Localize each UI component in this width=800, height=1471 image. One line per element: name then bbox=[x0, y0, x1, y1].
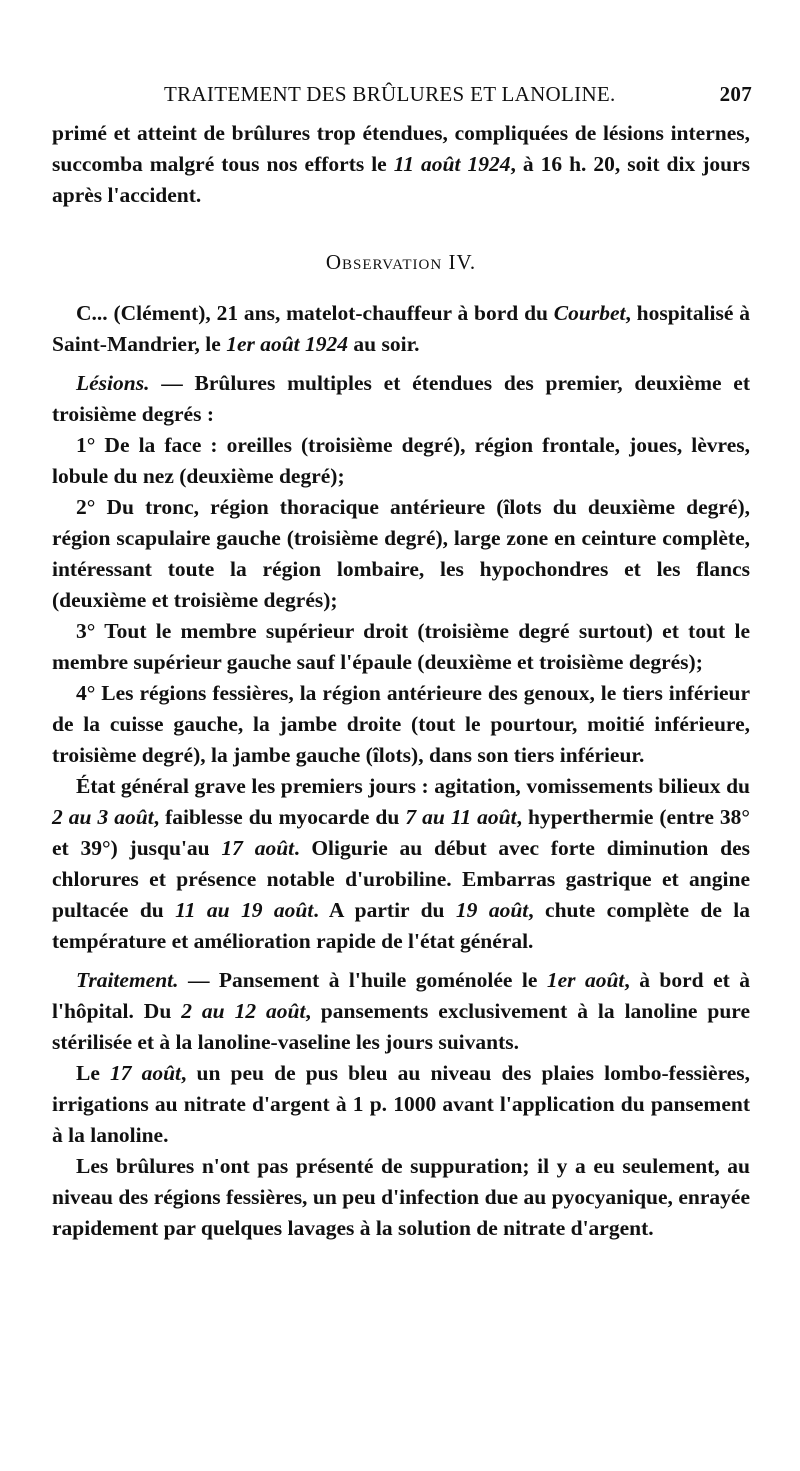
lesions-label: Lésions. bbox=[76, 371, 150, 395]
le-17-paragraph: Le 17 août, un peu de pus bleu au niveau des plaies lombo-fessières, irrigations au nitrate d'argent à 1 p. 1000 avant l'application du pansement à la lanoline. bbox=[52, 1061, 751, 1147]
lesion-item-3: 3° Tout le membre supérieur droit (troisième degré surtout) et tout le membre supérieur gauche sauf l'épaule (deuxième et troisième degrés); bbox=[52, 619, 750, 674]
traitement-paragraph: Traitement. — Pansement à l'huile goménolée le 1er août, à bord et à l'hôpital. Du 2 au 12 août, pansements exclusivement à la lanoline pure stérilisée et à la lanoline-vaseline les jours suivants. bbox=[52, 968, 751, 1054]
page-header bbox=[52, 76, 752, 112]
page-number: 207 bbox=[719, 82, 752, 106]
traitement-label: Traitement. bbox=[76, 968, 179, 992]
running-title: TRAITEMENT DES BRÛLURES ET LANOLINE. bbox=[164, 82, 616, 106]
lesion-item-4: 4° Les régions fessières, la région antérieure des genoux, le tiers inférieur de la cuisse gauche, la jambe droite (tout le pourtour, moitié inférieure, troisième degré), la jambe gauche (îlots), dans son tiers inférieur. bbox=[52, 681, 750, 767]
etat-general-paragraph: État général grave les premiers jours : agitation, vomissements bilieux du 2 au 3 août, faiblesse du myocarde du 7 au 11 août, hyperthermie (entre 38° et 39°) jusqu'au 17 août. Oligurie au début avec forte diminution des chlorures et présence notable d'urobiline. Embarras gastrique et angine pultacée du 11 au 19 août. A partir du 19 août, chute complète de la température et amélioration rapide de l'état général. bbox=[52, 774, 751, 953]
final-paragraph: Les brûlures n'ont pas présenté de suppuration; il y a eu seulement, au niveau des régions fessières, un peu d'infection due au pyocyanique, enrayée rapidement par quelques lavages à la solution de nitrate d'argent. bbox=[52, 1154, 750, 1240]
lesion-item-1: 1° De la face : oreilles (troisième degré), région frontale, joues, lèvres, lobule du nez (deuxième degré); bbox=[52, 433, 750, 488]
observation-heading: Observation IV. bbox=[325, 250, 477, 274]
lesion-item-2: 2° Du tronc, région thoracique antérieure (îlots du deuxième degré), région scapulaire gauche (troisième degré), large zone en ceinture complète, intéressant toute la région lombaire, les hypochondres et les flancs (deuxième et troisième degrés); bbox=[52, 495, 750, 612]
paragraph-continuation: primé et atteint de brûlures trop étendues, compliquées de lésions internes, succomba malgré tous nos efforts le 11 août 1924, à 16 h. 20, soit dix jours après l'accident. bbox=[52, 121, 750, 207]
case-intro: C... (Clément), 21 ans, matelot-chauffeur à bord du Courbet, hospitalisé à Saint-Mandrier, le 1er août 1924 au soir. bbox=[52, 301, 750, 356]
lesions-paragraph: Lésions. — Brûlures multiples et étendues des premier, deuxième et troisième degrés : bbox=[52, 371, 750, 426]
page-body bbox=[52, 118, 750, 1244]
